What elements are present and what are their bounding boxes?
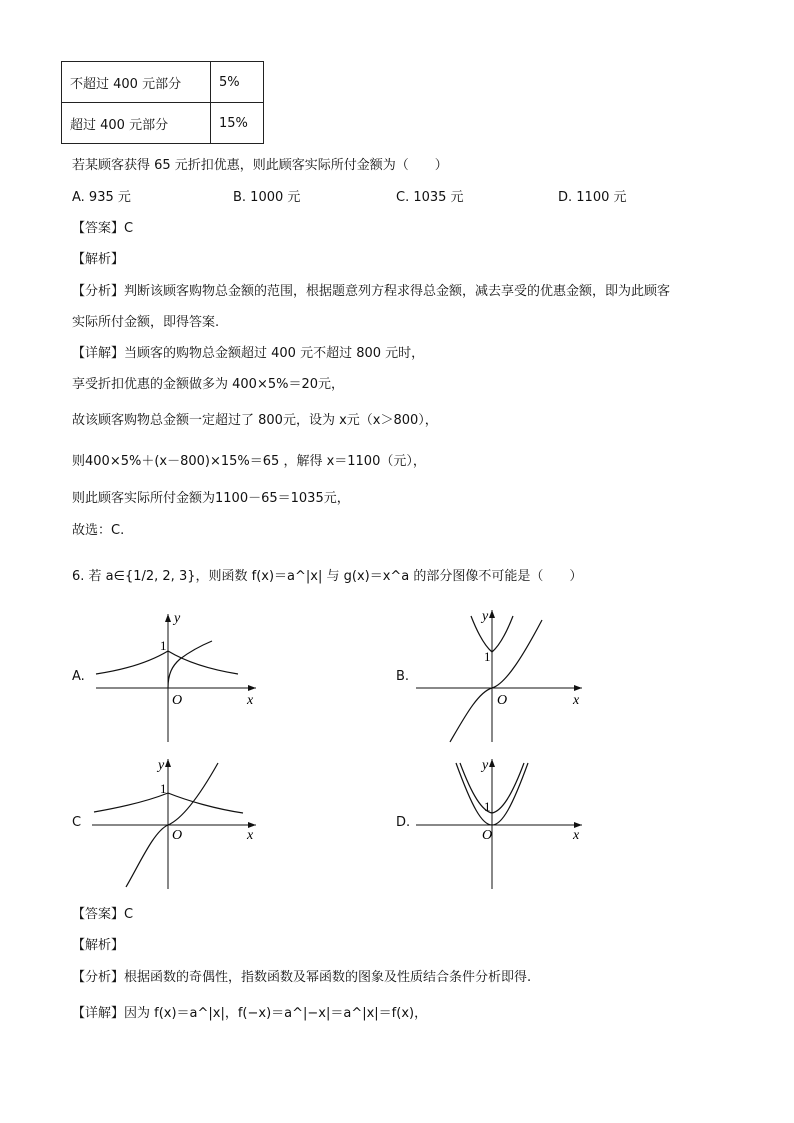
q5-detail-line1: 【详解】当顾客的购物总金额超过 400 元不超过 800 元时， xyxy=(72,346,425,361)
graph-d-one: 1 xyxy=(484,799,491,814)
graph-a-curve-g xyxy=(168,641,212,688)
table-cell-rate: 15% xyxy=(211,103,264,144)
graph-b-one: 1 xyxy=(484,649,491,664)
graph-a-y-label: y xyxy=(174,611,181,626)
graph-c-y-label: y xyxy=(158,758,165,773)
table-cell-range: 超过 400 元部分 xyxy=(62,103,211,144)
graph-a xyxy=(88,608,268,744)
graph-a-curve-f xyxy=(96,651,238,674)
q5-analysis-tag: 【解析】 xyxy=(72,252,125,267)
graph-b xyxy=(412,608,592,744)
graph-d-y-label: y xyxy=(482,758,489,773)
graph-a-x-label: x xyxy=(247,693,254,708)
q5-fenxi-line2: 实际所付金额，即得答案. xyxy=(72,315,220,330)
q6-fenxi: 【分析】根据函数的奇偶性，指数函数及幂函数的图象及性质结合条件分析即得. xyxy=(72,970,532,985)
q5-fenxi-line1: 【分析】判断该顾客购物总金额的范围，根据题意列方程求得总金额，减去享受的优惠金额，即为此顾客 xyxy=(72,284,671,299)
table-cell-range: 不超过 400 元部分 xyxy=(62,62,211,103)
q6-answer: 【答案】C xyxy=(72,907,134,922)
table-row xyxy=(62,103,264,144)
graph-b-origin: O xyxy=(497,693,508,708)
graph-d-label: D. xyxy=(396,815,411,830)
q5-stem: 若某顾客获得 65 元折扣优惠，则此顾客实际所付金额为（ ） xyxy=(72,158,448,173)
graph-d-x-label: x xyxy=(573,828,580,843)
graph-c-origin: O xyxy=(172,828,183,843)
graph-d-origin: O xyxy=(482,828,493,843)
graph-a-one: 1 xyxy=(160,638,167,653)
graph-b-y-label: y xyxy=(482,609,489,624)
table-row xyxy=(62,62,264,103)
q5-option-a: A. 935 元 xyxy=(72,190,131,205)
graph-a-label: A. xyxy=(72,669,85,684)
q5-choice: 故选：C. xyxy=(72,523,125,538)
graph-b-label: B. xyxy=(396,669,410,684)
q5-option-d: D. 1100 元 xyxy=(558,190,627,205)
q5-detail-line5: 则此顾客实际所付金额为1100－65＝1035元， xyxy=(72,491,350,506)
graph-c-label: C xyxy=(72,815,82,830)
q6-detail: 【详解】因为 f(x)＝a^|x|，f(−x)＝a^|−x|＝a^|x|＝f(x)， xyxy=(72,1006,428,1021)
graph-c-one: 1 xyxy=(160,781,167,796)
q5-option-b: B. 1000 元 xyxy=(233,190,301,205)
q6-analysis-tag: 【解析】 xyxy=(72,938,125,953)
q5-detail-line3: 故该顾客购物总金额一定超过了 800元，设为 x元（x＞800）， xyxy=(72,413,438,428)
q6-stem: 6. 若 a∈{1/2, 2, 3}，则函数 f(x)＝a^|x| 与 g(x)＝x^a 的部分图像不可能是（ ） xyxy=(72,569,583,584)
graph-c-x-label: x xyxy=(247,828,254,843)
graph-a-origin: O xyxy=(172,693,183,708)
q5-detail-line4: 则400×5%＋(x－800)×15%＝65 ，解得 x＝1100（元）， xyxy=(72,454,426,469)
graph-b-curve-g xyxy=(450,620,542,742)
q5-answer: 【答案】C xyxy=(72,221,134,236)
graph-b-x-label: x xyxy=(573,693,580,708)
table-cell-rate: 5% xyxy=(211,62,264,103)
q5-detail-line2: 享受折扣优惠的金额做多为 400×5%＝20元， xyxy=(72,377,345,392)
discount-table xyxy=(61,61,264,144)
graph-c xyxy=(88,755,268,891)
q5-option-c: C. 1035 元 xyxy=(396,190,464,205)
graph-d xyxy=(412,755,592,891)
